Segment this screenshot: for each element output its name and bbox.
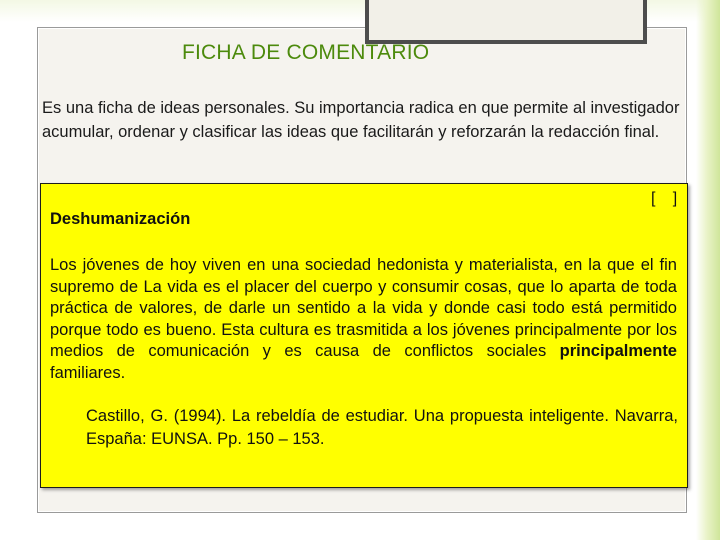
- decorative-tab: [365, 0, 647, 44]
- card-body: [50, 255, 677, 385]
- card-body-emphasis: principalmente: [559, 342, 677, 361]
- slide-title: FICHA DE COMENTARIO: [182, 41, 430, 64]
- card-citation: Castillo, G. (1994). La rebeldía de estudiar. Una propuesta inteligente. Navarra, España: EUNSA. Pp. 150 – 153.: [86, 407, 678, 448]
- right-green-border: [696, 0, 720, 540]
- card-heading: Deshumanización: [50, 210, 191, 228]
- card-body-text: Los jóvenes de hoy viven en una sociedad hedonista y materialista, en la que el fin supremo de La vida es el placer del cuerpo y consumir cosas, que lo aparta de toda práctica de valores, de darle un sentido a la vida y donde casi todo está permitido porque todo es bueno. Esta cultura es trasmitida a los jóvenes principalmente por los medios de comunicación y es causa de conflictos sociales: [50, 256, 677, 361]
- card-body-end: familiares.: [50, 363, 126, 382]
- card-brackets: [ ]: [651, 190, 679, 207]
- intro-paragraph: Es una ficha de ideas personales. Su importancia radica en que permite al investigador acumular, ordenar y clasificar las ideas que facilitarán y reforzarán la redacción final.: [42, 99, 680, 141]
